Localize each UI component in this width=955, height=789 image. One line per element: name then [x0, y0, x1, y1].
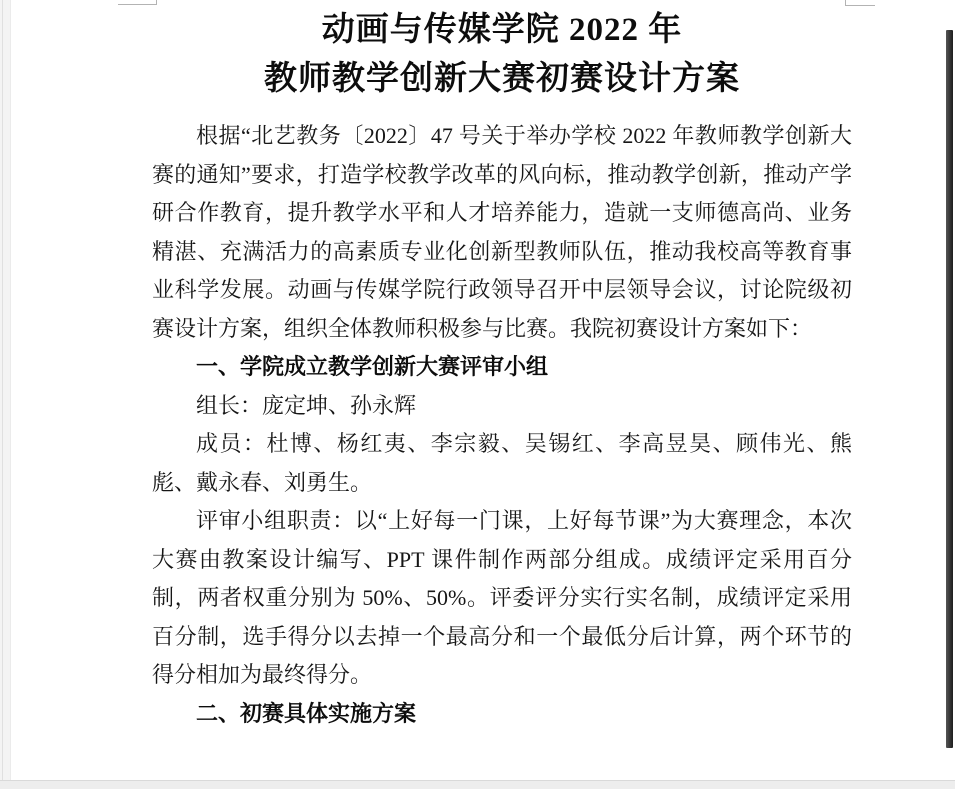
document-title	[152, 6, 852, 104]
paragraph-review-duties: 评审小组职责：以“上好每一门课，上好每节课”为大赛理念，本次大赛由教案设计编写、PPT 课件制作两部分组成。成绩评定采用百分制，两者权重分别为 50%、50%。评委评分实行实名制，成绩评定采用百分制，选手得分以去掉一个最高分和一个最低分后计算，两个环节的得分相加为最终得分。	[152, 508, 852, 687]
bottom-edge-strip	[0, 780, 955, 789]
document-body	[152, 117, 852, 733]
heading-section-one: 一、学院成立教学创新大赛评审小组	[196, 354, 549, 379]
paragraph-group-leader: 组长：庞定坤、孙永辉	[196, 392, 417, 418]
document-text-column	[152, 6, 852, 733]
margin-crop-mark-top-left-vertical	[156, 0, 157, 5]
title-line-2: 教师教学创新大赛初赛设计方案	[264, 61, 740, 97]
left-edge-line	[2, 0, 3, 789]
page-edge-shadow	[946, 30, 953, 748]
paragraph-group-members: 成员：杜博、杨红夷、李宗毅、吴锡红、李高昱昊、顾伟光、熊彪、戴永春、刘勇生。	[152, 431, 852, 495]
left-edge-strip	[0, 0, 11, 789]
paragraph-introduction: 根据“北艺教务〔2022〕47 号关于举办学校 2022 年教师教学创新大赛的通知”要求，打造学校教学改革的风向标，推动教学创新，推动产学研合作教育，提升教学水平和人才培养能力，造就一支师德高尚、业务精湛、充满活力的高素质专业化创新型教师队伍，推动我校高等教育事业科学发展。动画与传媒学院行政领导召开中层领导会议，讨论院级初赛设计方案，组织全体教师积极参与比赛。我院初赛设计方案如下：	[152, 123, 852, 341]
heading-section-two: 二、初赛具体实施方案	[196, 700, 417, 726]
title-line-1: 动画与传媒学院 2022 年	[321, 12, 683, 48]
margin-crop-mark-top-left-horizontal	[118, 4, 157, 5]
